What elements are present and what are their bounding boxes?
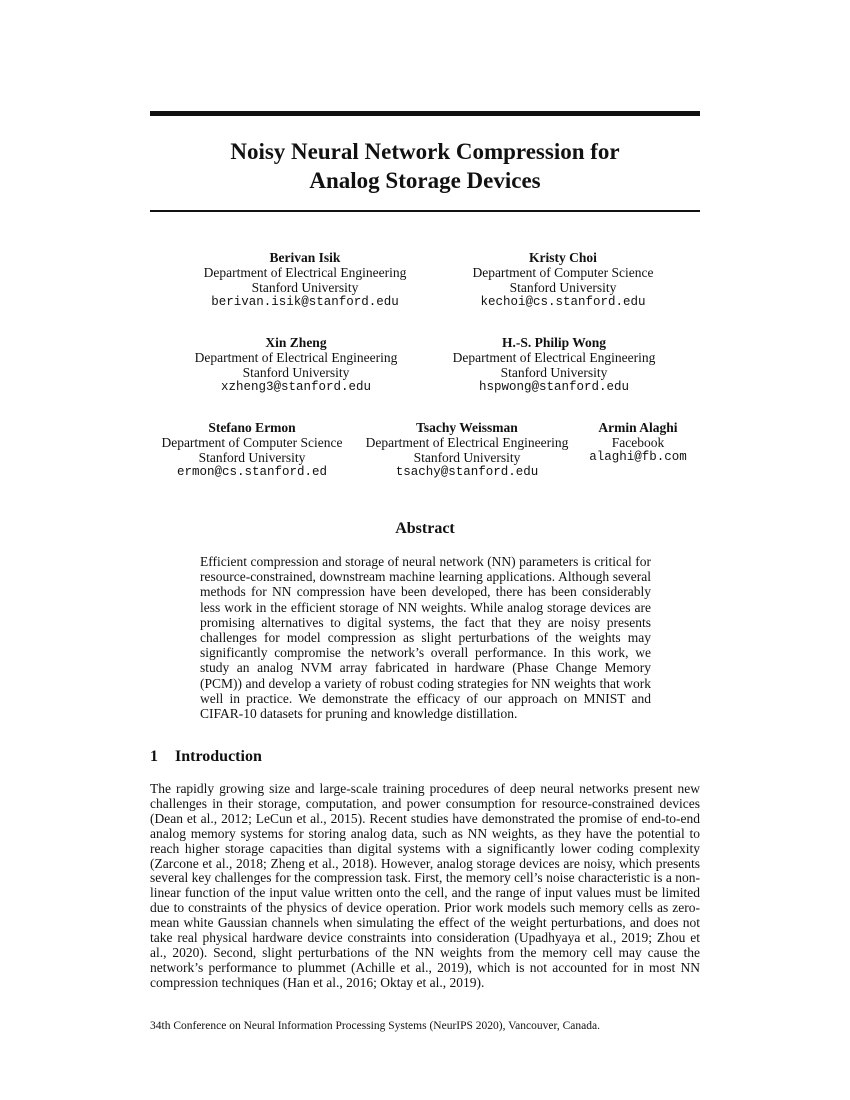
- author-email: xzheng3@stanford.edu: [220, 380, 372, 394]
- title-bottom-rule: [150, 210, 700, 212]
- author-affiliation: Department of Electrical Engineering: [452, 350, 656, 365]
- paper-title: [150, 137, 700, 195]
- author-block-zheng: [171, 335, 421, 395]
- author-email: hspwong@stanford.edu: [478, 380, 630, 394]
- author-name: Kristy Choi: [529, 250, 597, 265]
- section-title: Introduction: [175, 748, 262, 765]
- author-block-alaghi: [578, 420, 698, 465]
- author-affiliation: Facebook: [611, 435, 665, 450]
- author-name: Berivan Isik: [269, 250, 341, 265]
- author-institution: Stanford University: [198, 450, 306, 465]
- abstract-heading: Abstract: [395, 520, 455, 537]
- author-block-ermon: [147, 420, 357, 480]
- author-affiliation: Department of Electrical Engineering: [203, 265, 407, 280]
- author-email: alaghi@fb.com: [589, 450, 687, 464]
- author-name: Xin Zheng: [265, 335, 327, 350]
- author-affiliation: Department of Electrical Engineering: [194, 350, 398, 365]
- author-block-choi: [438, 250, 688, 310]
- author-affiliation: Department of Electrical Engineering: [365, 435, 569, 450]
- author-institution: Stanford University: [251, 280, 359, 295]
- top-rule: [150, 111, 700, 116]
- author-email: kechoi@cs.stanford.edu: [480, 295, 646, 309]
- author-block-wong: [429, 335, 679, 395]
- author-name: Stefano Ermon: [208, 420, 296, 435]
- section-heading: [150, 747, 262, 767]
- author-institution: Stanford University: [500, 365, 608, 380]
- abstract-body: Efficient compression and storage of neural network (NN) parameters is critical for resource-constrained, downstream machine learning applications. Although several methods for NN compression have been developed, there has been considerably less work in the efficient storage of NN weights. While analog storage devices are promising alternatives to digital systems, the fact that they are noisy presents challenges for model compression as slight perturbations of the weights may significantly compromise the network’s overall performance. In this work, we study an analog NVM array fabricated in hardware (Phase Change Memory (PCM)) and develop a variety of robust coding strategies for NN weights that work well in practice. We demonstrate the efficacy of our approach on MNIST and CIFAR-10 datasets for pruning and knowledge distillation.: [200, 554, 651, 722]
- title-line-2: Analog Storage Devices: [309, 168, 541, 193]
- author-block-isik: [180, 250, 430, 310]
- author-name: Armin Alaghi: [598, 420, 678, 435]
- author-affiliation: Department of Computer Science: [472, 265, 654, 280]
- author-name: H.-S. Philip Wong: [501, 335, 607, 350]
- author-block-weissman: [362, 420, 572, 480]
- section-number: 1: [150, 748, 158, 765]
- author-institution: Stanford University: [242, 365, 350, 380]
- author-email: ermon@cs.stanford.ed: [176, 465, 328, 479]
- conference-footnote: 34th Conference on Neural Information Processing Systems (NeurIPS 2020), Vancouver, Canada.: [150, 1020, 600, 1032]
- author-name: Tsachy Weissman: [416, 420, 518, 435]
- title-line-1: Noisy Neural Network Compression for: [230, 139, 620, 164]
- author-institution: Stanford University: [509, 280, 617, 295]
- author-email: tsachy@stanford.edu: [395, 465, 539, 479]
- author-email: berivan.isik@stanford.edu: [211, 295, 399, 309]
- author-affiliation: Department of Computer Science: [161, 435, 343, 450]
- author-institution: Stanford University: [413, 450, 521, 465]
- introduction-paragraph: The rapidly growing size and large-scale training procedures of deep neural networks present new challenges in their storage, computation, and power consumption for resource-constrained devices (Dean et al., 2012; LeCun et al., 2015). Recent studies have demonstrated the promise of end-to-end analog memory systems for storing analog data, such as NN weights, as they have the potential to reach higher storage capacities than digital systems with a significantly lower coding complexity (Zarcone et al., 2018; Zheng et al., 2018). However, analog storage devices are noisy, which presents several key challenges for the compression task. First, the memory cell’s noise characteristic is a non-linear function of the input value written onto the cell, and the range of input values must be limited due to constraints of the physics of device operation. Prior work models such memory cells as zero-mean white Gaussian channels when simulating the effect of the weight perturbations, and does not take real physical hardware device constraints into consideration (Upadhyaya et al., 2019; Zhou et al., 2020). Second, slight perturbations of the NN weights from the memory cell may cause the network’s performance to plummet (Achille et al., 2019), which is not accounted for in most NN compression techniques (Han et al., 2016; Oktay et al., 2019).: [150, 781, 700, 990]
